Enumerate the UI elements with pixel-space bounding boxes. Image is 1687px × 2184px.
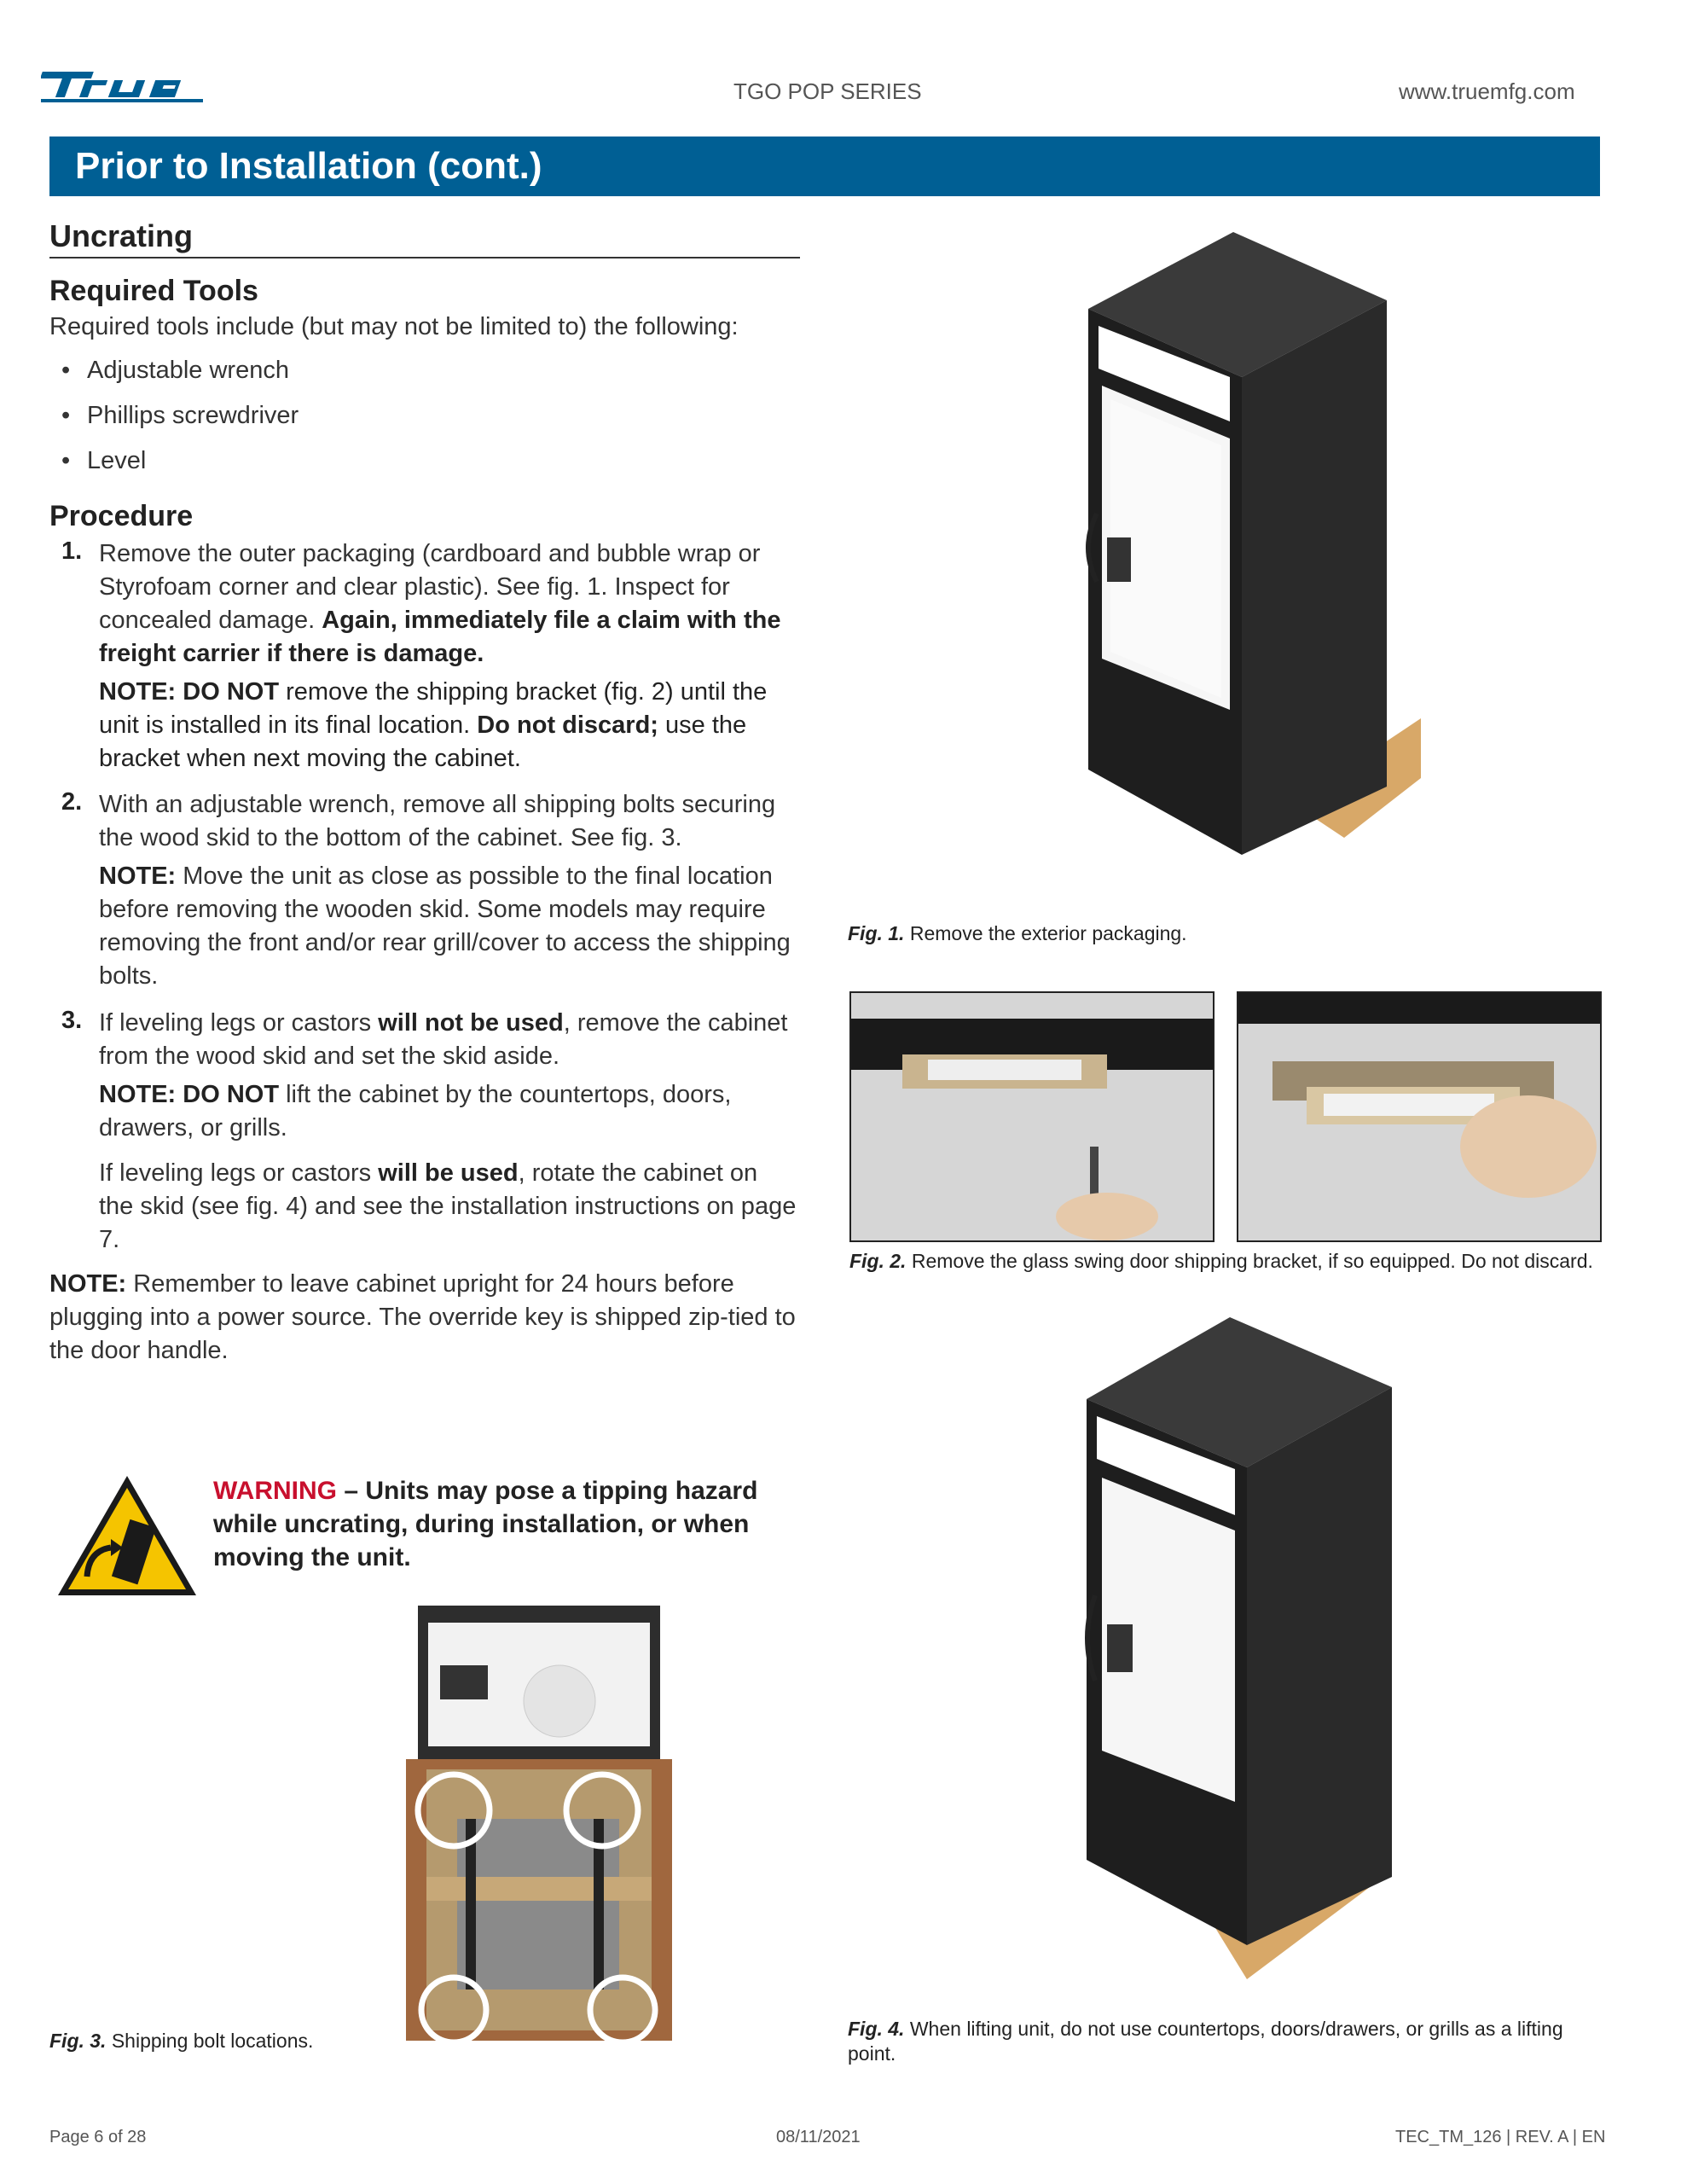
step-1-warning: Again, immediately file a claim with the freight carrier if there is damage. [99, 607, 781, 667]
step-2-text: With an adjustable wrench, remove all shipping bolts securing the wood skid to the bottom of the cabinet. See fig. 3. [99, 791, 776, 851]
tools-intro: Required tools include (but may not be limited to) the following: [49, 313, 739, 340]
fig-caption-text: Remove the glass swing door shipping bracket, if so equipped. Do not discard. [906, 1250, 1593, 1272]
note-text-b: Do not discard; [477, 712, 658, 739]
step-3-note [99, 1078, 798, 1145]
step-3-alt-b: will be used [378, 1159, 519, 1187]
uncrating-heading: Uncrating [49, 218, 194, 253]
website-link[interactable]: www.truemfg.com [1399, 78, 1575, 104]
footer-date: 08/11/2021 [776, 2128, 861, 2146]
step-1-text [99, 537, 798, 671]
warning-text [213, 1474, 776, 1574]
fig-caption-text: When lifting unit, do not use countertops, doors/drawers, or grills as a lifting point. [848, 2018, 1563, 2065]
step-1-text-a: Remove the outer packaging (cardboard and bubble wrap or Styrofoam corner and clear plastic). See fig. 1. Inspect for concealed damage. [99, 540, 761, 634]
step-3-alt-c: , rotate the cabinet on the skid (see fig. 4) and see the installation instructions on page 7. [99, 1159, 797, 1253]
heading-rule [49, 257, 800, 258]
final-note [49, 1268, 800, 1368]
note-label: NOTE: DO NOT [99, 1081, 280, 1108]
step-2-note [99, 860, 798, 993]
note-text-a: remove the shipping bracket (fig. 2) until the unit is installed in its final location. [99, 678, 768, 739]
step-number: 3. [61, 1007, 83, 1034]
step-3-alt [99, 1157, 798, 1257]
step-1-note [99, 676, 798, 775]
fig-label: Fig. 2. [849, 1250, 907, 1272]
step-3-text [99, 1007, 798, 1073]
fig-label: Fig. 4. [848, 2018, 905, 2040]
note-label: NOTE: [99, 863, 177, 890]
fig-4-image [1076, 1314, 1417, 1988]
fig-caption-text: Remove the exterior packaging. [904, 922, 1187, 944]
step-3-text-a: If leveling legs or castors [99, 1009, 379, 1037]
fig-label: Fig. 1. [848, 922, 905, 944]
step-3-alt-a: If leveling legs or castors [99, 1159, 379, 1187]
note-text: Move the unit as close as possible to the final location before removing the wooden skid. Some models may require removing the front and/or rear grill/cover to access the shipping bolts. [99, 863, 791, 990]
procedure-heading: Procedure [49, 500, 194, 532]
note-text-c: use the bracket when next moving the cabinet. [99, 712, 747, 772]
fig-2-image-left [849, 991, 1215, 1242]
step-3-text-c: , remove the cabinet from the wood skid and set the skid aside. [99, 1009, 788, 1070]
warning-label: WARNING [213, 1477, 337, 1505]
doc-reference: TEC_TM_126 | REV. A | EN [1395, 2128, 1606, 2146]
list-item-text: Adjustable wrench [87, 357, 289, 384]
fig-3-caption [49, 2029, 313, 2053]
list-item: • [61, 447, 71, 474]
fig-4-caption [848, 2017, 1598, 2066]
required-tools-heading: Required Tools [49, 275, 258, 307]
note-label: NOTE: [49, 1270, 127, 1298]
list-item-text: Level [87, 447, 147, 474]
list-item: • [61, 357, 71, 384]
warning-icon [55, 1472, 200, 1599]
note-text: lift the cabinet by the countertops, doors, drawers, or grills. [99, 1081, 732, 1141]
page-number: Page 6 of 28 [49, 2128, 147, 2146]
fig-1-image [1063, 224, 1421, 915]
step-3-text-b: will not be used [378, 1009, 564, 1037]
true-logo [41, 67, 203, 104]
series-title: TGO POP SERIES [733, 78, 922, 104]
fig-caption-text: Shipping bolt locations. [106, 2030, 314, 2052]
list-item: • [61, 402, 71, 429]
list-item-text: Phillips screwdriver [87, 402, 299, 429]
section-banner [49, 136, 1600, 196]
fig-2-caption [849, 1249, 1600, 1274]
fig-1-caption [848, 921, 1598, 946]
fig-3-image [406, 1606, 672, 2041]
fig-label: Fig. 3. [49, 2030, 107, 2052]
fig-2-image-right [1237, 991, 1602, 1242]
step-number: 2. [61, 788, 83, 816]
note-label: NOTE: DO NOT [99, 678, 280, 706]
section-title: Prior to Installation (cont.) [75, 145, 542, 187]
warning-message: – Units may pose a tipping hazard while uncrating, during installation, or when moving the unit. [213, 1477, 758, 1571]
step-number: 1. [61, 537, 83, 565]
note-text: Remember to leave cabinet upright for 24 hours before plugging into a power source. The override key is shipped zip-tied to the door handle. [49, 1270, 796, 1364]
